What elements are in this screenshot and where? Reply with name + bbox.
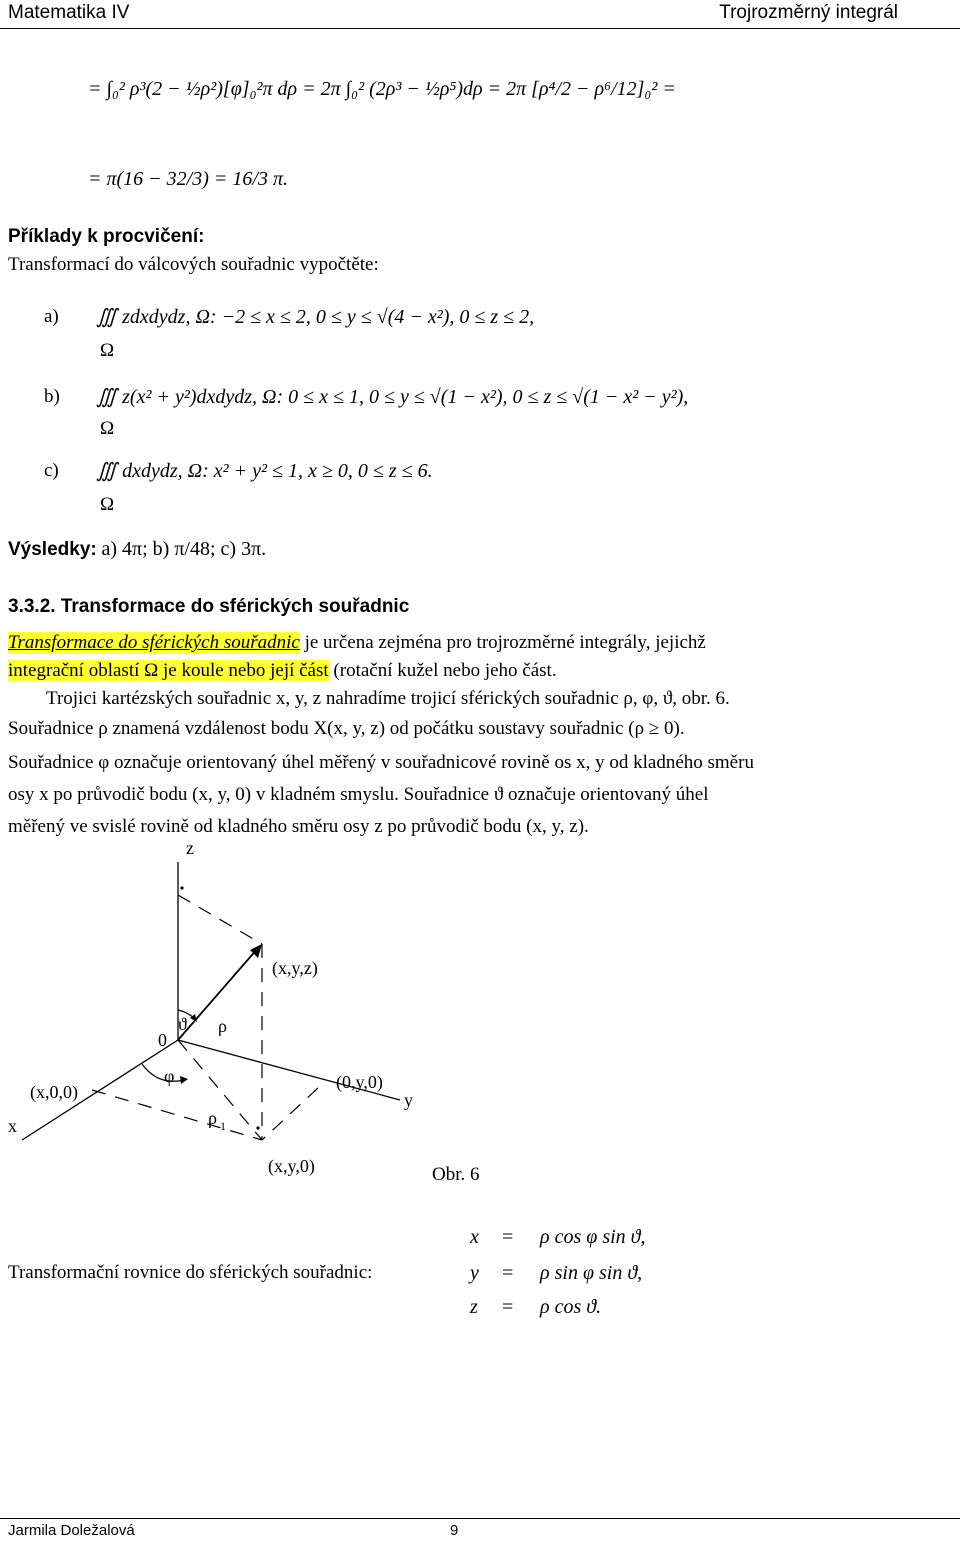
para-highlight-2: integrační oblastí Ω je koule nebo její část bbox=[8, 660, 329, 681]
phi-arc-head bbox=[180, 1076, 188, 1084]
label-rho1-sub: 1 bbox=[220, 1119, 226, 1133]
label-point-0y0: (0,y,0) bbox=[336, 1072, 383, 1092]
exercise-a-domain: Ω bbox=[100, 340, 115, 361]
label-axis-y: y bbox=[404, 1090, 413, 1110]
eq-x-eq: = bbox=[502, 1226, 514, 1248]
math-line-2: = π(16 − 32/3) = 16/3 π. bbox=[88, 168, 288, 190]
phi-arc bbox=[142, 1064, 184, 1081]
para-line-5: Souřadnice φ označuje orientovaný úhel měřený v souřadnicové rovině os x, y od kladného směru bbox=[8, 752, 754, 773]
header-left: Matematika IV bbox=[8, 2, 130, 23]
exercises-heading: Příklady k procvičení: bbox=[8, 226, 205, 247]
label-axis-z: z bbox=[186, 840, 194, 858]
para-line-6: osy x po průvodič bodu (x, y, 0) v kladném smyslu. Souřadnice ϑ označuje orientovaný úhel bbox=[8, 784, 709, 805]
eq-y-rhs: ρ sin φ sin ϑ, bbox=[540, 1262, 643, 1284]
exercise-a-expr: ∭ zdxdydz, Ω: −2 ≤ x ≤ 2, 0 ≤ y ≤ √(4 − x²), 0 ≤ z ≤ 2, bbox=[96, 306, 535, 328]
exercise-c-label: c) bbox=[44, 460, 59, 481]
eq-x-lhs: x bbox=[470, 1226, 479, 1248]
right-angle-dot-bottom bbox=[256, 1126, 259, 1129]
right-angle-dot-top bbox=[180, 886, 183, 889]
para-line-7: měřený ve svislé rovině od kladného směru osy z po průvodič bodu (x, y, z). bbox=[8, 816, 589, 837]
label-point-x00: (x,0,0) bbox=[30, 1082, 78, 1102]
exercise-a-label: a) bbox=[44, 306, 59, 327]
dashed-z-to-point bbox=[178, 895, 262, 944]
label-origin: 0 bbox=[158, 1030, 167, 1050]
footer-page-number: 9 bbox=[450, 1522, 459, 1539]
eq-z-eq: = bbox=[502, 1296, 514, 1318]
label-point-xyz: (x,y,z) bbox=[272, 958, 318, 978]
exercise-b-label: b) bbox=[44, 386, 60, 407]
spherical-coordinates-figure bbox=[0, 840, 960, 1190]
para-rest-2: (rotační kužel nebo jeho část. bbox=[328, 660, 557, 681]
label-rho1: ρ bbox=[208, 1108, 217, 1128]
para-line-4: Souřadnice ρ znamená vzdálenost bodu X(x, y, z) od počátku soustavy souřadnic (ρ ≥ 0). bbox=[8, 718, 685, 739]
eq-z-lhs: z bbox=[470, 1296, 478, 1318]
label-axis-x: x bbox=[8, 1116, 17, 1136]
dashed-y-to-xy0 bbox=[262, 1088, 318, 1140]
eq-y-lhs: y bbox=[470, 1262, 479, 1284]
exercises-intro: Transformací do válcových souřadnic vypočtěte: bbox=[8, 254, 379, 275]
para-line-2 bbox=[8, 660, 557, 682]
section-title: 3.3.2. Transformace do sférických souřadnic bbox=[8, 596, 410, 617]
label-rho: ρ bbox=[218, 1016, 227, 1036]
exercise-c-expr: ∭ dxdydz, Ω: x² + y² ≤ 1, x ≥ 0, 0 ≤ z ≤ 6. bbox=[96, 460, 433, 482]
label-point-xy0: (x,y,0) bbox=[268, 1156, 315, 1176]
eq-z-rhs: ρ cos ϑ. bbox=[540, 1296, 602, 1318]
dashed-x-to-xy0 bbox=[92, 1090, 262, 1140]
label-theta: ϑ bbox=[178, 1014, 187, 1034]
header-rule bbox=[0, 28, 960, 29]
results-line bbox=[8, 538, 266, 561]
para-line-1 bbox=[8, 632, 706, 654]
eq-y-eq: = bbox=[502, 1262, 514, 1284]
results-values: a) 4π; b) π/48; c) 3π. bbox=[101, 538, 267, 560]
footer-author: Jarmila Doležalová bbox=[8, 1522, 135, 1539]
exercise-b-domain: Ω bbox=[100, 418, 115, 439]
label-phi: φ bbox=[164, 1066, 175, 1086]
exercise-b-expr: ∭ z(x² + y²)dxdydz, Ω: 0 ≤ x ≤ 1, 0 ≤ y ≤ √(1 − x²), 0 ≤ z ≤ √(1 − x² − y²), bbox=[96, 386, 689, 408]
para-line-3: Trojici kartézských souřadnic x, y, z nahradíme trojicí sférických souřadnic ρ, φ, ϑ, obr. 6. bbox=[46, 688, 730, 709]
exercise-c-domain: Ω bbox=[100, 494, 115, 515]
results-label: Výsledky: bbox=[8, 539, 97, 560]
math-line-1: = ∫₀² ρ³(2 − ½ρ²)[φ]₀²π dρ = 2π ∫₀² (2ρ³ − ½ρ⁵)dρ = 2π [ρ⁴/2 − ρ⁶/12]₀² = bbox=[88, 78, 676, 100]
footer-rule bbox=[0, 1518, 960, 1519]
para-highlight-1: Transformace do sférických souřadnic bbox=[8, 632, 300, 653]
figure-caption: Obr. 6 bbox=[432, 1164, 480, 1185]
eq-x-rhs: ρ cos φ sin ϑ, bbox=[540, 1226, 646, 1248]
header-right: Trojrozměrný integrál bbox=[719, 2, 898, 23]
para-rest-1: je určena zejména pro trojrozměrné integrály, jejichž bbox=[299, 632, 706, 653]
transform-label: Transformační rovnice do sférických souřadnic: bbox=[8, 1262, 373, 1283]
